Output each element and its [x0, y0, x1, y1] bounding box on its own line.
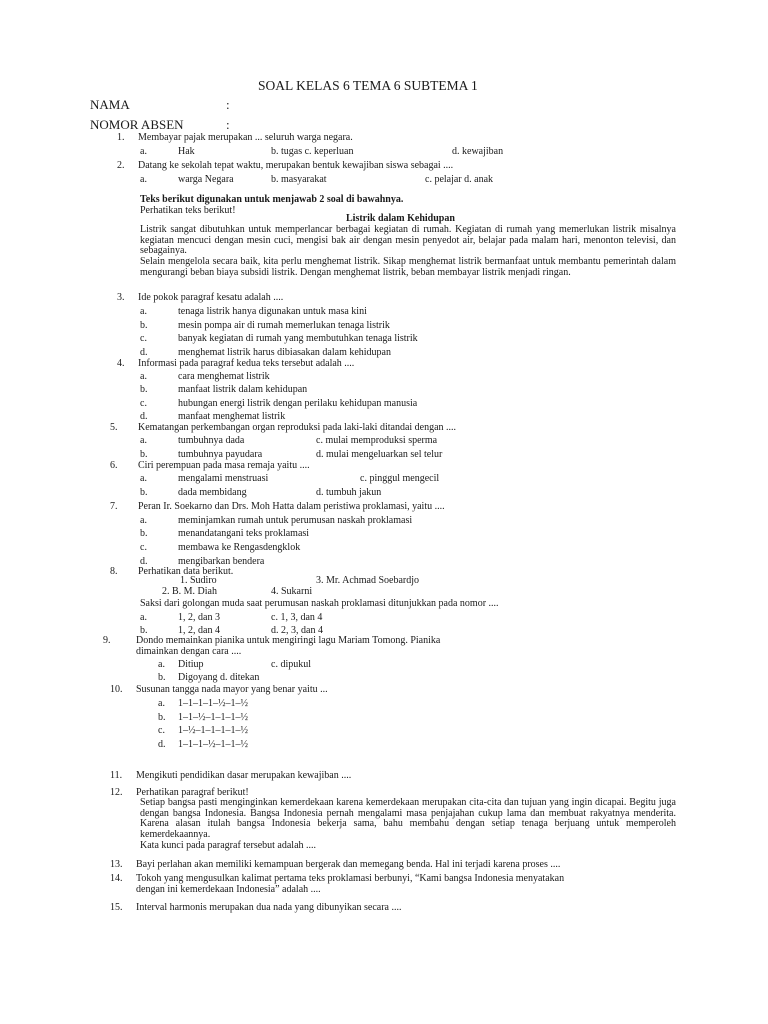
- q8-option-letter-b: b.: [140, 625, 148, 636]
- q3-text: Ide pokok paragraf kesatu adalah ....: [138, 292, 284, 303]
- q7-option-a: meminjamkan rumah untuk perumusan naskah proklamasi: [178, 515, 413, 526]
- q4-option-b: manfaat listrik dalam kehidupan: [178, 384, 308, 395]
- q10-option-d: 1–1–1–½–1–1–½: [178, 739, 248, 750]
- q5-option-a: tumbuhnya dada: [178, 435, 245, 446]
- q7-number: 7.: [110, 501, 118, 512]
- q8-item-2: 2. B. M. Diah: [162, 586, 217, 597]
- q3-option-b: mesin pompa air di rumah memerlukan tenaga listrik: [178, 320, 390, 331]
- q10-option-letter-b: b.: [158, 712, 166, 723]
- q3-option-letter-d: d.: [140, 347, 148, 358]
- q4-option-letter-d: d.: [140, 411, 148, 422]
- reading-instruction-2: Perhatikan teks berikut!: [140, 205, 236, 216]
- q12-text: Perhatikan paragraf berikut!: [136, 787, 249, 798]
- q7-option-d: mengibarkan bendera: [178, 556, 265, 567]
- q11-text: Mengikuti pendidikan dasar merupakan kewajiban ....: [136, 770, 352, 781]
- q12-question: Kata kunci pada paragraf tersebut adalah ....: [140, 840, 317, 851]
- q11-number: 11.: [110, 770, 123, 781]
- q15-number: 15.: [110, 902, 123, 913]
- q5-text: Kematangan perkembangan organ reproduksi pada laki-laki ditandai dengan ....: [138, 422, 457, 433]
- absen-label: NOMOR ABSEN: [90, 117, 184, 132]
- q3-option-letter-b: b.: [140, 320, 148, 331]
- q8-item-4: 4. Sukarni: [271, 586, 313, 597]
- reading-paragraph-2: Selain mengelola secara baik, kita perlu menghemat listrik. Sikap menghemat listrik bermanfaat untuk membantu pemerintah dalam mengurangi beban biaya subsidi listrik. Dengan menghemat listrik, beban membayar listrik menjadi ringan.: [140, 256, 676, 278]
- q7-option-letter-a: a.: [140, 515, 147, 526]
- q10-option-a: 1–1–1–1–½–1–½: [178, 698, 248, 709]
- q9-option-c: c. dipukul: [271, 659, 311, 670]
- q7-text: Peran Ir. Soekarno dan Drs. Moh Hatta dalam peristiwa proklamasi, yaitu ....: [138, 501, 445, 512]
- q1-option-a: Hak: [178, 146, 195, 157]
- q8-option-b: 1, 2, dan 4: [178, 625, 220, 636]
- q10-number: 10.: [110, 684, 123, 695]
- q1-option-bc: b. tugas c. keperluan: [271, 146, 354, 157]
- q12-paragraph: Setiap bangsa pasti menginginkan kemerdekaan karena kemerdekaan merupakan cita-cita dan tujuan yang ingin dicapai. Begitu juga dengan bangsa Indonesia. Bangsa Indonesia pernah mengalami masa penjajahan cukup lama dan membuat rakyatnya menderita. Karena alasan itulah bangsa Indonesia bekerja sama, bahu membahu dengan setiap tenaga berjuang untuk memperoleh kemerdekaannya.: [140, 797, 676, 840]
- q4-option-d: manfaat menghemat listrik: [178, 411, 286, 422]
- q6-option-c: c. pinggul mengecil: [360, 473, 440, 484]
- q3-option-c: banyak kegiatan di rumah yang membutuhkan tenaga listrik: [178, 333, 418, 344]
- q9-option-b: Digoyang d. ditekan: [178, 672, 260, 683]
- q6-option-letter-a: a.: [140, 473, 147, 484]
- q5-option-b: tumbuhnya payudara: [178, 449, 263, 460]
- q4-option-letter-b: b.: [140, 384, 148, 395]
- q5-option-c: c. mulai memproduksi sperma: [316, 435, 438, 446]
- q1-number: 1.: [117, 132, 125, 143]
- q10-option-letter-c: c.: [158, 725, 165, 736]
- reading-instruction: Teks berikut digunakan untuk menjawab 2 soal di bawahnya.: [140, 194, 404, 205]
- q3-number: 3.: [117, 292, 125, 303]
- q5-option-letter-b: b.: [140, 449, 148, 460]
- page-title: SOAL KELAS 6 TEMA 6 SUBTEMA 1: [258, 78, 478, 93]
- q8-text: Perhatikan data berikut.: [138, 566, 234, 577]
- q7-option-letter-b: b.: [140, 528, 148, 539]
- q2-text: Datang ke sekolah tepat waktu, merupakan bentuk kewajiban siswa sebagai ....: [138, 160, 454, 171]
- q4-number: 4.: [117, 358, 125, 369]
- q8-question: Saksi dari golongan muda saat perumusan naskah proklamasi ditunjukkan pada nomor ....: [140, 598, 499, 609]
- q7-option-letter-d: d.: [140, 556, 148, 567]
- q3-option-letter-a: a.: [140, 306, 147, 317]
- q1-text: Membayar pajak merupakan ... seluruh warga negara.: [138, 132, 353, 143]
- q8-option-c: c. 1, 3, dan 4: [271, 612, 323, 623]
- q1-option-d: d. kewajiban: [452, 146, 504, 157]
- q4-option-letter-a: a.: [140, 371, 147, 382]
- q6-option-b: dada membidang: [178, 487, 247, 498]
- q10-option-b: 1–1–½–1–1–1–½: [178, 712, 248, 723]
- q5-number: 5.: [110, 422, 118, 433]
- absen-colon: :: [226, 117, 230, 132]
- nama-colon: :: [226, 97, 230, 112]
- q2-number: 2.: [117, 160, 125, 171]
- q9-text: Dondo memainkan pianika untuk mengiringi lagu Mariam Tomong. Pianika: [136, 635, 441, 646]
- q3-option-letter-c: c.: [140, 333, 147, 344]
- q5-option-d: d. mulai mengeluarkan sel telur: [316, 449, 443, 460]
- q2-option-a: warga Negara: [178, 174, 234, 185]
- reading-paragraph-1: Listrik sangat dibutuhkan untuk memperlancar berbagai kegiatan di rumah. Kegiatan di rumah yang memerlukan listrik misalnya kegiatan mencuci dengan mesin cuci, mengisi bak air dengan mesin penyedot air, belajar pada malam hari, menonton televisi, dan sebagainya.: [140, 224, 676, 257]
- q8-number: 8.: [110, 566, 118, 577]
- q5-option-letter-a: a.: [140, 435, 147, 446]
- q6-option-a: mengalami menstruasi: [178, 473, 269, 484]
- q13-text: Bayi perlahan akan memiliki kemampuan bergerak dan memegang benda. Hal ini terjadi karena proses ....: [136, 859, 561, 870]
- q4-option-a: cara menghemat listrik: [178, 371, 270, 382]
- q4-option-c: hubungan energi listrik dengan perilaku kehidupan manusia: [178, 398, 418, 409]
- q10-option-letter-a: a.: [158, 698, 165, 709]
- q13-number: 13.: [110, 859, 123, 870]
- q10-option-c: 1–½–1–1–1–1–½: [178, 725, 248, 736]
- q9-option-letter-a: a.: [158, 659, 165, 670]
- q2-option-b: b. masyarakat: [271, 174, 327, 185]
- q4-text: Informasi pada paragraf kedua teks tersebut adalah ....: [138, 358, 355, 369]
- q14-text-2: dengan ini kemerdekaan Indonesia” adalah ....: [136, 884, 321, 895]
- q8-option-a: 1, 2, dan 3: [178, 612, 220, 623]
- q6-option-letter-b: b.: [140, 487, 148, 498]
- reading-title: Listrik dalam Kehidupan: [346, 213, 455, 224]
- q2-option-letter-a: a.: [140, 174, 147, 185]
- q7-option-c: membawa ke Rengasdengklok: [178, 542, 301, 553]
- q8-item-3: 3. Mr. Achmad Soebardjo: [316, 575, 420, 586]
- q10-text: Susunan tangga nada mayor yang benar yaitu ...: [136, 684, 328, 695]
- nama-label: NAMA: [90, 97, 130, 112]
- q14-number: 14.: [110, 873, 123, 884]
- q4-option-letter-c: c.: [140, 398, 147, 409]
- q8-item-1: 1. Sudiro: [180, 575, 217, 586]
- q9-number: 9.: [103, 635, 111, 646]
- q6-option-d: d. tumbuh jakun: [316, 487, 382, 498]
- q8-option-letter-a: a.: [140, 612, 147, 623]
- q9-option-a: Ditiup: [178, 659, 204, 670]
- q14-text: Tokoh yang mengusulkan kalimat pertama teks proklamasi berbunyi, “Kami bangsa Indonesia menyatakan: [136, 873, 565, 884]
- q3-option-d: menghemat listrik harus dibiasakan dalam kehidupan: [178, 347, 391, 358]
- q9-option-letter-b: b.: [158, 672, 166, 683]
- q10-option-letter-d: d.: [158, 739, 166, 750]
- q7-option-letter-c: c.: [140, 542, 147, 553]
- q1-option-letter-a: a.: [140, 146, 147, 157]
- q8-option-d: d. 2, 3, dan 4: [271, 625, 323, 636]
- q12-number: 12.: [110, 787, 123, 798]
- q3-option-a: tenaga listrik hanya digunakan untuk masa kini: [178, 306, 367, 317]
- q2-option-cd: c. pelajar d. anak: [425, 174, 494, 185]
- q6-number: 6.: [110, 460, 118, 471]
- q6-text: Ciri perempuan pada masa remaja yaitu ....: [138, 460, 310, 471]
- q9-text-2: dimainkan dengan cara ....: [136, 646, 242, 657]
- q15-text: Interval harmonis merupakan dua nada yang dibunyikan secara ....: [136, 902, 402, 913]
- q7-option-b: menandatangani teks proklamasi: [178, 528, 310, 539]
